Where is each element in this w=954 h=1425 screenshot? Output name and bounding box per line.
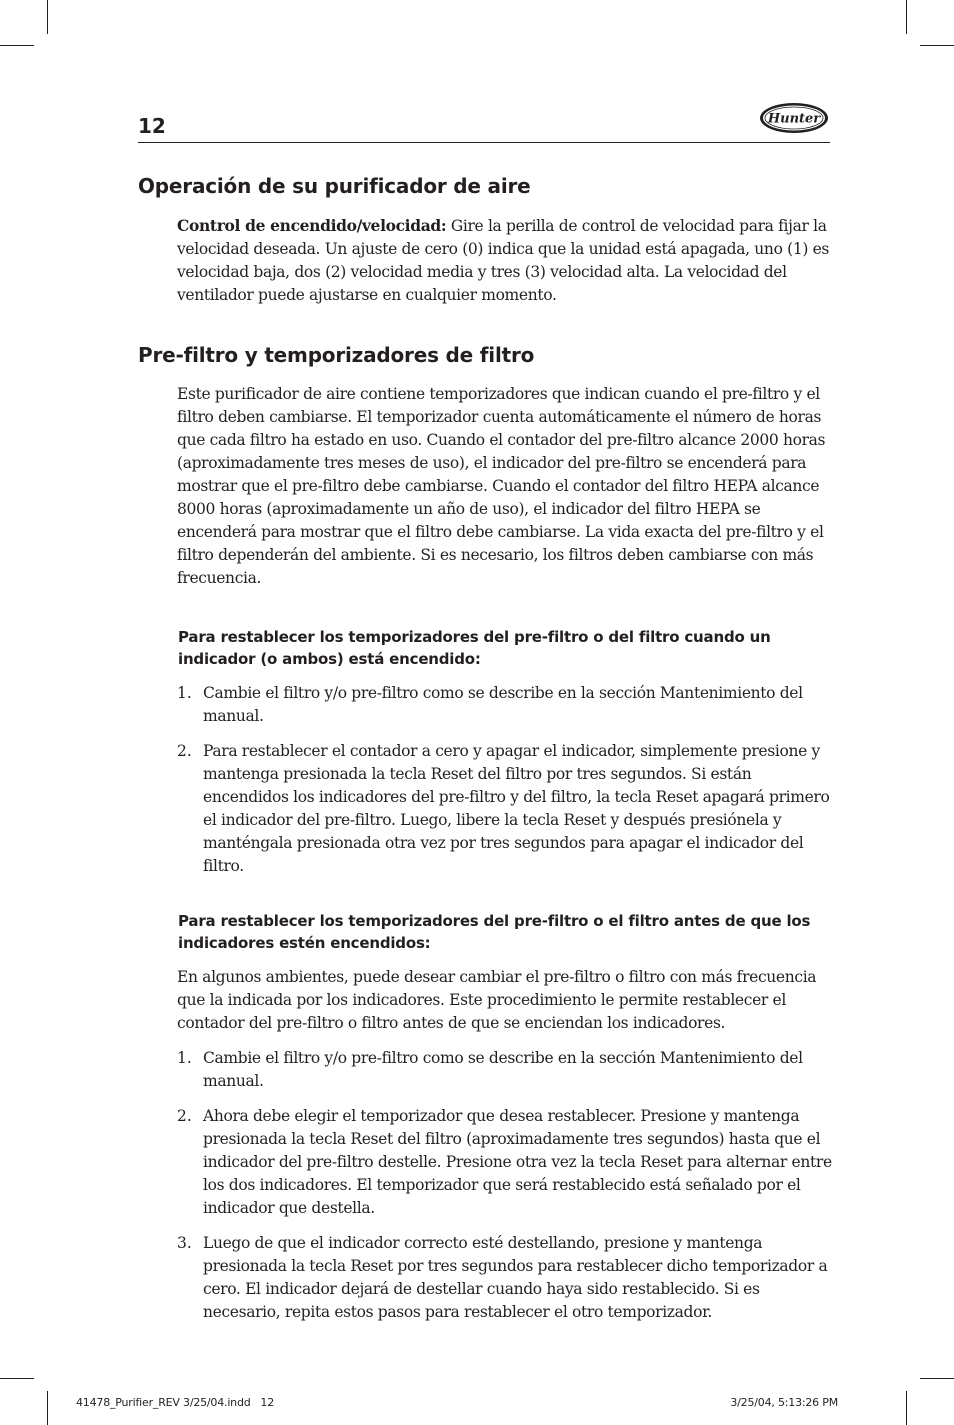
list-item: 1. Cambie el filtro y/o pre-filtro como se describe en la sección Mantenimiento del manual. <box>177 684 803 725</box>
crop-mark <box>0 1378 34 1379</box>
crop-mark <box>906 1391 907 1425</box>
reset-on-steps <box>177 682 838 878</box>
speed-control-paragraph <box>177 214 838 307</box>
crop-mark <box>47 1391 48 1425</box>
crop-mark <box>47 0 48 34</box>
prefilter-paragraph: Este purificador de aire contiene temporizadores que indican cuando el pre-filtro y el filtro deben cambiarse. El temporizador cuenta automáticamente el número de horas que cada filtro ha estado en uso. Cuando el contador del pre-filtro alcance 2000 horas (aproximadamente tres meses de uso), el indicador del pre-filtro se encenderá para mostrar que el pre-filtro debe cambiarse. Cuando el contador del filtro HEPA alcance 8000 horas (aproximadamente un año de uso), el indicador del filtro HEPA se encenderá para mostrar que el filtro debe cambiarse. La vida exacta del pre-filtro y el filtro dependerán del ambiente. Si es necesario, los filtros deben cambiarse con más frecuencia. <box>177 385 826 587</box>
page-header <box>138 100 830 143</box>
subsection-title-reset-on: Para restablecer los temporizadores del pre-filtro o del filtro cuando un indicador (o ambos) está encendido: <box>178 628 771 668</box>
page-content <box>138 172 838 1336</box>
page-number: 12 <box>138 114 166 138</box>
reset-before-paragraph: En algunos ambientes, puede desear cambiar el pre-filtro o filtro con más frecuencia que la indicada por los indicadores. Este procedimiento le permite restablecer el contador del pre-filtro o filtro antes de que se enciendan los indicadores. <box>177 968 817 1032</box>
speed-control-text: Gire la perilla de control de velocidad para fijar la velocidad deseada. Un ajuste de cero (0) indica que la unidad está apagada, uno (1) es velocidad baja, dos (2) velocidad media y tres (3) velocidad alta. La velocidad del ventilador puede ajustarse en cualquier momento. <box>177 217 830 304</box>
speed-control-lead: Control de encendido/velocidad: <box>177 216 447 235</box>
subsection-title-reset-before: Para restablecer los temporizadores del pre-filtro o el filtro antes de que los indicadores estén encendidos: <box>178 912 811 952</box>
section-title-operation: Operación de su purificador de aire <box>138 174 531 198</box>
list-item: 2. Ahora debe elegir el temporizador que desea restablecer. Presione y mantenga presionada la tecla Reset del filtro (aproximadamente tres segundos) hasta que el indicador del pre-filtro destelle. Presione otra vez la tecla Reset para alternar entre los dos indicadores. El temporizador que será restablecido está señalado por el indicador que destella. <box>177 1107 832 1217</box>
list-item: 2. Para restablecer el contador a cero y apagar el indicador, simplemente presione y mantenga presionada la tecla Reset del filtro por tres segundos. Si están encendidos los indicadores del pre-filtro y del filtro, la tecla Reset apagará primero el indicador del pre-filtro. Luego, libere la tecla Reset y después presiónela y manténgala presionada otra vez por tres segundos para apagar el indicador del filtro. <box>177 742 830 875</box>
footer-timestamp: 3/25/04, 5:13:26 PM <box>730 1396 838 1409</box>
list-item: 1. Cambie el filtro y/o pre-filtro como se describe en la sección Mantenimiento del manual. <box>177 1049 803 1090</box>
section-title-prefilter: Pre-filtro y temporizadores de filtro <box>138 343 535 367</box>
list-item: 3. Luego de que el indicador correcto esté destellando, presione y mantenga presionada la tecla Reset por tres segundos para restablecer dicho temporizador a cero. El indicador dejará de destellar cuando haya sido restablecido. Si es necesario, repita estos pasos para restablecer el otro temporizador. <box>177 1234 828 1321</box>
svg-text:Hunter: Hunter <box>767 111 821 127</box>
reset-before-steps <box>177 1047 838 1324</box>
footer-file-info: 41478_Purifier_REV 3/25/04.indd 12 <box>76 1396 274 1409</box>
hunter-logo-icon <box>758 100 830 136</box>
crop-mark <box>0 45 34 46</box>
crop-mark <box>920 45 954 46</box>
crop-mark <box>920 1378 954 1379</box>
crop-mark <box>906 0 907 34</box>
